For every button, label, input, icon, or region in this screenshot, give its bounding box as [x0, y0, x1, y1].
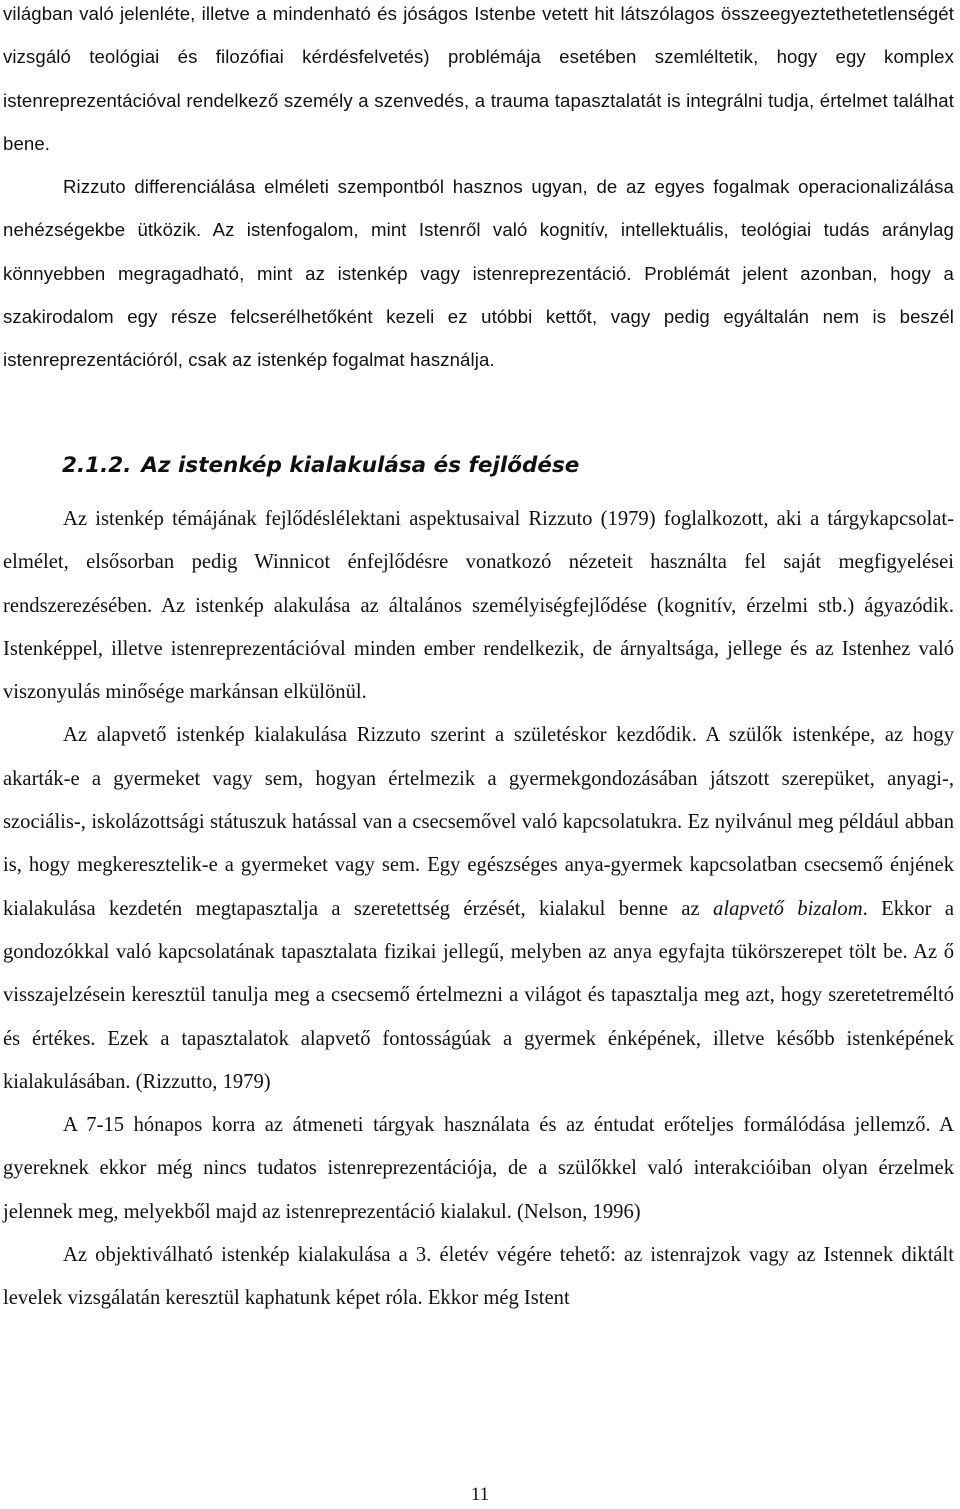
paragraph-2-italic: alapvető bizalom — [713, 897, 863, 920]
section-number: 2.1.2. — [62, 453, 132, 478]
text-block-sans — [0, 0, 960, 382]
paragraph-2 — [0, 714, 960, 1104]
section-heading — [0, 440, 960, 492]
paragraph-2-text-a: Az alapvető istenkép kialakulása Rizzuto szerint a születéskor kezdődik. A szülők istenképe, az hogy akarták-e a gyermeket vagy sem, hogyan értelmezik a gyermekgondozásában játszott szerepüket, anyagi-, szociális-, iskolázottsági státuszuk hatással van a csecsemővel való kapcsolatukra. Ez nyilvánul meg például abban is, hogy megkeresztelik-e a gyermeket vagy sem. Egy egészséges anya-gyermek kapcsolatban csecsemő énjének kialakulása kezdetén megtapasztalja a szeretettség érzését, kialakul benne az — [3, 724, 954, 920]
section-title: Az istenkép kialakulása és fejlődése — [141, 453, 580, 478]
paragraph-continued: világban való jelenléte, illetve a mindenható és jóságos Istenbe vetett hit látszólagos összeegyeztethetetlenségét vizsgáló teológiai és filozófiai kérdésfelvetés) problémája esetében szemléltetik, hogy egy komplex istenreprezentációval rendelkező személy a szenvedés, a trauma tapasztalatát is integrálni tudja, értelmet találhat bene. — [3, 3, 954, 154]
text-block-serif — [0, 498, 960, 1321]
paragraph-2-text-b: . Ekkor a gondozókkal való kapcsolatának tapasztalata fizikai jellegű, melyben az anya egyfajta tükörszerepet tölt be. Az ő visszajelzésein keresztül tanulja meg a csecsemő értelmezni a világot és tapasztalja meg azt, hogy szeretetreméltó és értékes. Ezek a tapasztalatok alapvető fontosságúak a gyermek énképének, illetve később istenképének kialakulásában. (Rizzutto, 1979) — [3, 897, 954, 1093]
paragraph-rizzuto-differentiation: Rizzuto differenciálása elméleti szempontból hasznos ugyan, de az egyes fogalmak operacionalizálása nehézségekbe ütközik. Az istenfogalom, mint Istenről való kognitív, intellektuális, teológiai tudás aránylag könnyebben megragadható, mint az istenkép vagy istenreprezentáció. Problémát jelent azonban, hogy a szakirodalom egy része felcserélhetőként kezeli ez utóbbi kettőt, vagy pedig egyáltalán nem is beszél istenreprezentációról, csak az istenkép fogalmat használja. — [3, 176, 954, 371]
page-number: 11 — [470, 1484, 490, 1505]
paragraph-1: Az istenkép témájának fejlődéslélektani aspektusaival Rizzuto (1979) foglalkozott, aki a tárgykapcsolat-elmélet, elsősorban pedig Winnicot énfejlődésre vonatkozó nézeteit használta fel saját megfigyelései rendszerezésében. Az istenkép alakulása az általános személyiségfejlődése (kognitív, érzelmi stb.) ágyazódik. Istenképpel, illetve istenreprezentációval minden ember rendelkezik, de árnyaltsága, jellege és az Istenhez való viszonyulás minősége markánsan elkülönül. — [3, 508, 954, 704]
paragraph-3: A 7-15 hónapos korra az átmeneti tárgyak használata és az éntudat erőteljes formálódása jellemző. A gyereknek ekkor még nincs tudatos istenreprezentációja, de a szülőkkel való interakcióiban olyan érzelmek jelennek meg, melyekből majd az istenreprezentáció kialakul. (Nelson, 1996) — [3, 1114, 954, 1223]
paragraph-4: Az objektiválható istenkép kialakulása a 3. életév végére tehető: az istenrajzok vagy az Istennek diktált levelek vizsgálatán keresztül kaphatunk képet róla. Ekkor még Istent — [3, 1244, 954, 1310]
